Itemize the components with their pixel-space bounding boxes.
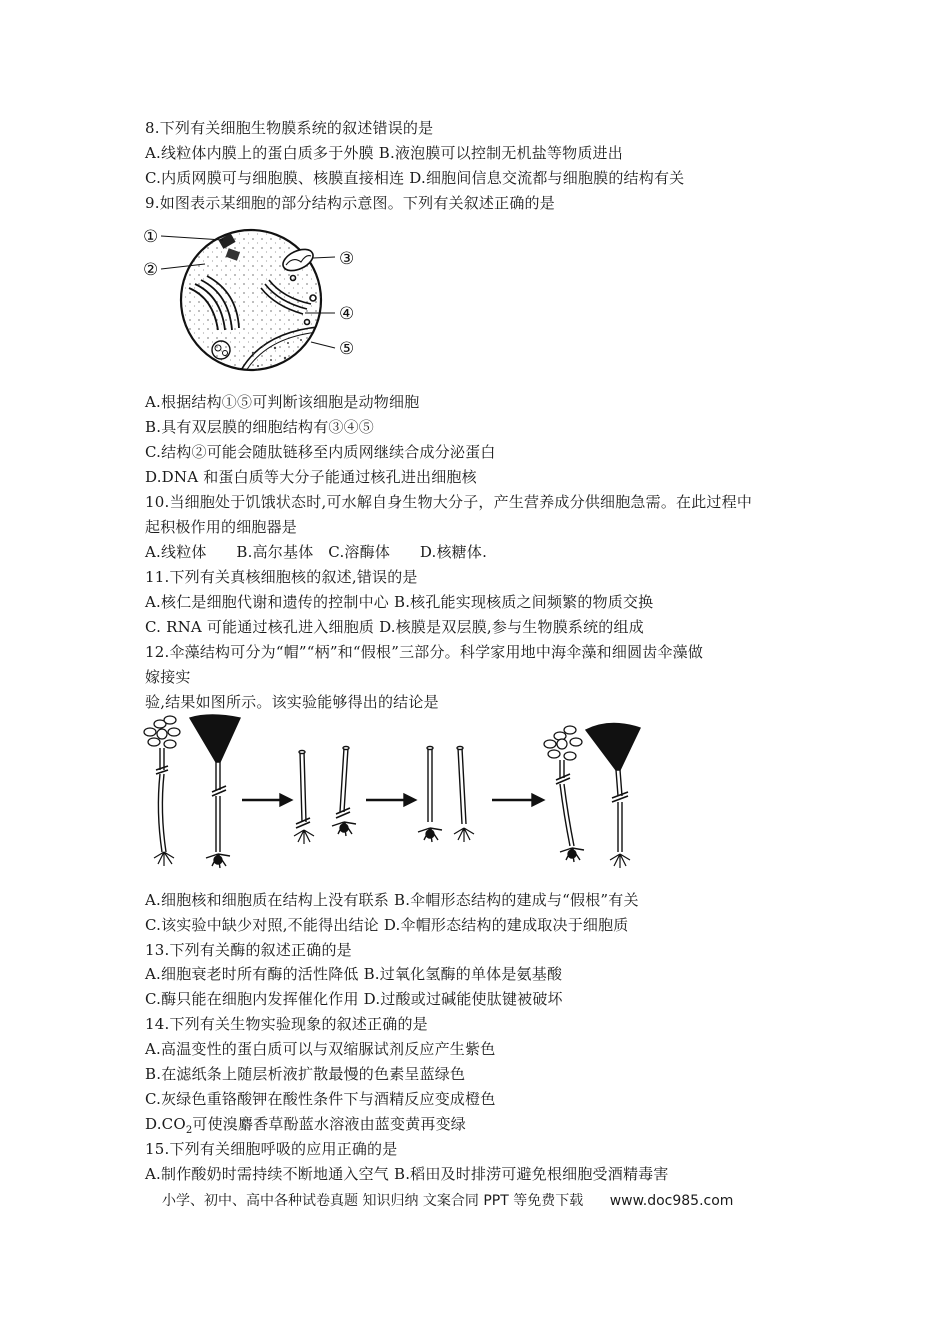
q10-stem-line1: 10.当细胞处于饥饿状态时,可水解自身生物大分子，产生营养成分供细胞急需。在此过程中 xyxy=(145,493,753,511)
algae-regenerated xyxy=(544,723,640,868)
label-1: ① xyxy=(143,227,159,247)
q8-options-cd: C.内质网膜可与细胞膜、核膜直接相连 D.细胞间信息交流都与细胞膜的结构有关 xyxy=(145,169,685,187)
algae-crenulata-original xyxy=(190,715,240,868)
q14-option-a: A.高温变性的蛋白质可以与双缩脲试剂反应产生紫色 xyxy=(145,1040,496,1058)
q8-stem: 8.下列有关细胞生物膜系统的叙述错误的是 xyxy=(145,119,434,137)
q14-option-b: B.在滤纸条上随层析液扩散最慢的色素呈蓝绿色 xyxy=(145,1065,466,1083)
stalks-after-grafting xyxy=(418,746,474,842)
arrow-2 xyxy=(366,794,416,806)
q12-options-ab: A.细胞核和细胞质在结构上没有联系 B.伞帽形态结构的建成与“假根”有关 xyxy=(145,891,639,909)
page-footer xyxy=(162,1190,733,1210)
q11-stem: 11.下列有关真核细胞核的叙述,错误的是 xyxy=(145,568,418,586)
q13-stem: 13.下列有关酶的叙述正确的是 xyxy=(145,941,352,959)
q12-stem-line1: 12.伞藻结构可分为“帽”“柄”和“假根”三部分。科学家用地中海伞藻和细圆齿伞藻做 xyxy=(145,643,704,661)
q14-stem: 14.下列有关生物实验现象的叙述正确的是 xyxy=(145,1015,428,1033)
q10-stem-line2: 起积极作用的细胞器是 xyxy=(145,518,298,536)
stalks-after-cap-removal xyxy=(294,746,356,844)
q9-option-a: A.根据结构①⑤可判断该细胞是动物细胞 xyxy=(145,393,420,411)
q14-option-d-subscript: 2 xyxy=(185,1125,193,1136)
q14-option-d-rest: 可使溴麝香草酚蓝水溶液由蓝变黄再变绿 xyxy=(192,1115,467,1133)
q11-options-ab: A.核仁是细胞代谢和遗传的控制中心 B.核孔能实现核质之间频繁的物质交换 xyxy=(145,593,654,611)
footer-text: 小学、初中、高中各种试卷真题 知识归纳 文案合同 PPT 等免费下载 xyxy=(162,1193,584,1209)
q9-option-b: B.具有双层膜的细胞结构有③④⑤ xyxy=(145,418,374,436)
algae-mediterranea-original xyxy=(144,716,180,866)
q12-stem-line3: 验,结果如图所示。该实验能够得出的结论是 xyxy=(145,693,439,711)
footer-site-link[interactable]: www.doc985.com xyxy=(609,1193,734,1209)
label-5: ⑤ xyxy=(339,339,355,359)
arrow-1 xyxy=(242,794,292,806)
q8-options-ab: A.线粒体内膜上的蛋白质多于外膜 B.液泡膜可以控制无机盐等物质进出 xyxy=(145,144,623,162)
q14-option-c: C.灰绿色重铬酸钾在酸性条件下与酒精反应变成橙色 xyxy=(145,1090,496,1108)
q15-options-ab: A.制作酸奶时需持续不断地通入空气 B.稻田及时排涝可避免根细胞受酒精毒害 xyxy=(145,1165,669,1183)
q9-stem: 9.如图表示某细胞的部分结构示意图。下列有关叙述正确的是 xyxy=(145,194,555,212)
arrow-3 xyxy=(492,794,544,806)
cell-structure-figure xyxy=(143,218,373,378)
q12-options-cd: C.该实验中缺少对照,不能得出结论 D.伞帽形态结构的建成取决于细胞质 xyxy=(145,916,629,934)
label-3: ③ xyxy=(339,249,355,269)
q10-options: A.线粒体 B.高尔基体 C.溶酶体 D.核糖体. xyxy=(145,543,488,561)
q13-options-cd: C.酶只能在细胞内发挥催化作用 D.过酸或过碱能使肽键被破坏 xyxy=(145,990,563,1008)
q11-options-cd: C. RNA 可能通过核孔进入细胞质 D.核膜是双层膜,参与生物膜系统的组成 xyxy=(145,618,644,636)
q13-options-ab: A.细胞衰老时所有酶的活性降低 B.过氧化氢酶的单体是氨基酸 xyxy=(145,965,563,983)
acetabularia-grafting-figure xyxy=(140,712,660,877)
q14-option-d-prefix: D.CO xyxy=(145,1115,186,1133)
q9-option-c: C.结构②可能会随肽链移至内质网继续合成分泌蛋白 xyxy=(145,443,496,461)
label-4: ④ xyxy=(339,304,355,324)
q15-stem: 15.下列有关细胞呼吸的应用正确的是 xyxy=(145,1140,398,1158)
q12-stem-line2: 嫁接实 xyxy=(145,668,191,686)
label-2: ② xyxy=(143,260,159,280)
q9-option-d: D.DNA 和蛋白质等大分子能通过核孔进出细胞核 xyxy=(145,468,477,486)
